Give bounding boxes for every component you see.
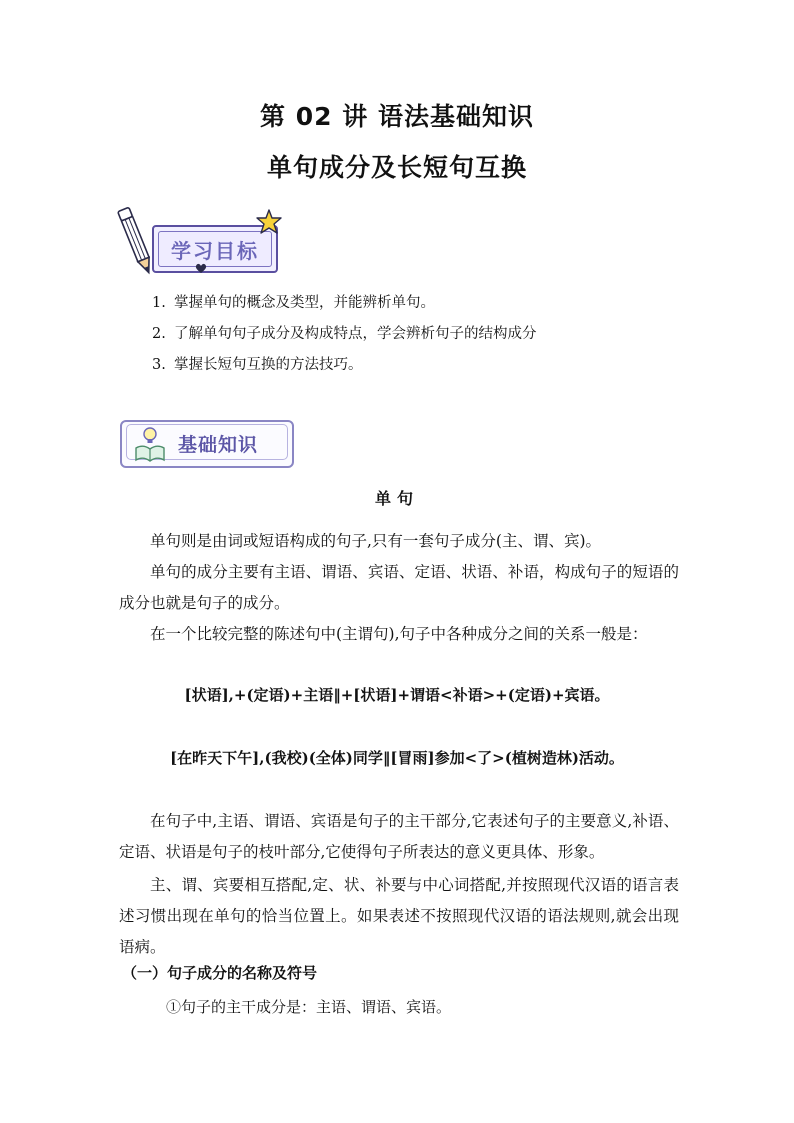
page-title-line1: 第 02 讲 语法基础知识 (260, 102, 534, 131)
heart-icon (194, 261, 208, 275)
sentence-example: [在昨天下午],(我校)(全体)同学‖[冒雨]参加<了>(植树造林)活动。 (170, 749, 624, 767)
paragraph: 在一个比较完整的陈述句中(主谓句),句子中各种成分之间的关系一般是： (150, 625, 648, 643)
sentence-structure-formula: [状语],+(定语)+主语‖+[状语]+谓语<补语>+(定语)+宾语。 (184, 686, 610, 704)
goal-item: 2. 了解单句句子成分及构成特点，学会辨析句子的结构成分 (152, 326, 537, 342)
basic-knowledge-badge (118, 418, 294, 470)
paragraph: 主、谓、宾要相互搭配,定、状、补要与中心词搭配,并按照现代汉语的语言表述习惯出现在单句的恰当位置上。如果表述不按照现代汉语的语法规则,就会出现语病。 (119, 876, 679, 956)
learning-goals-badge (114, 203, 284, 279)
pencil-icon (116, 203, 156, 279)
learning-goals-list (152, 288, 537, 381)
paragraph: 在句子中,主语、谓语、宾语是句子的主干部分,它表述句子的主要意义,补语、定语、状语是句子的枝叶部分,它使得句子所表达的意义更具体、形象。 (119, 812, 679, 861)
section-title: 单句 (374, 489, 419, 508)
paragraph: 单句的成分主要有主语、谓语、宾语、定语、状语、补语，构成句子的短语的成分也就是句子的成分。 (119, 563, 679, 612)
paragraph: 单句则是由词或短语构成的句子,只有一套句子成分(主、谓、宾)。 (150, 532, 602, 550)
star-icon (256, 209, 282, 235)
goal-item: 3. 掌握长短句互换的方法技巧。 (152, 357, 363, 373)
subsection-heading: （一）句子成分的名称及符号 (122, 964, 318, 982)
list-item: ①句子的主干成分是：主语、谓语、宾语。 (166, 998, 452, 1016)
page-title-line2: 单句成分及长短句互换 (266, 153, 527, 182)
basic-knowledge-label: 基础知识 (178, 434, 259, 456)
learning-goals-label: 学习目标 (171, 239, 259, 263)
goal-item: 1. 掌握单句的概念及类型，并能辨析单句。 (152, 295, 435, 311)
book-lightbulb-icon (130, 424, 170, 464)
